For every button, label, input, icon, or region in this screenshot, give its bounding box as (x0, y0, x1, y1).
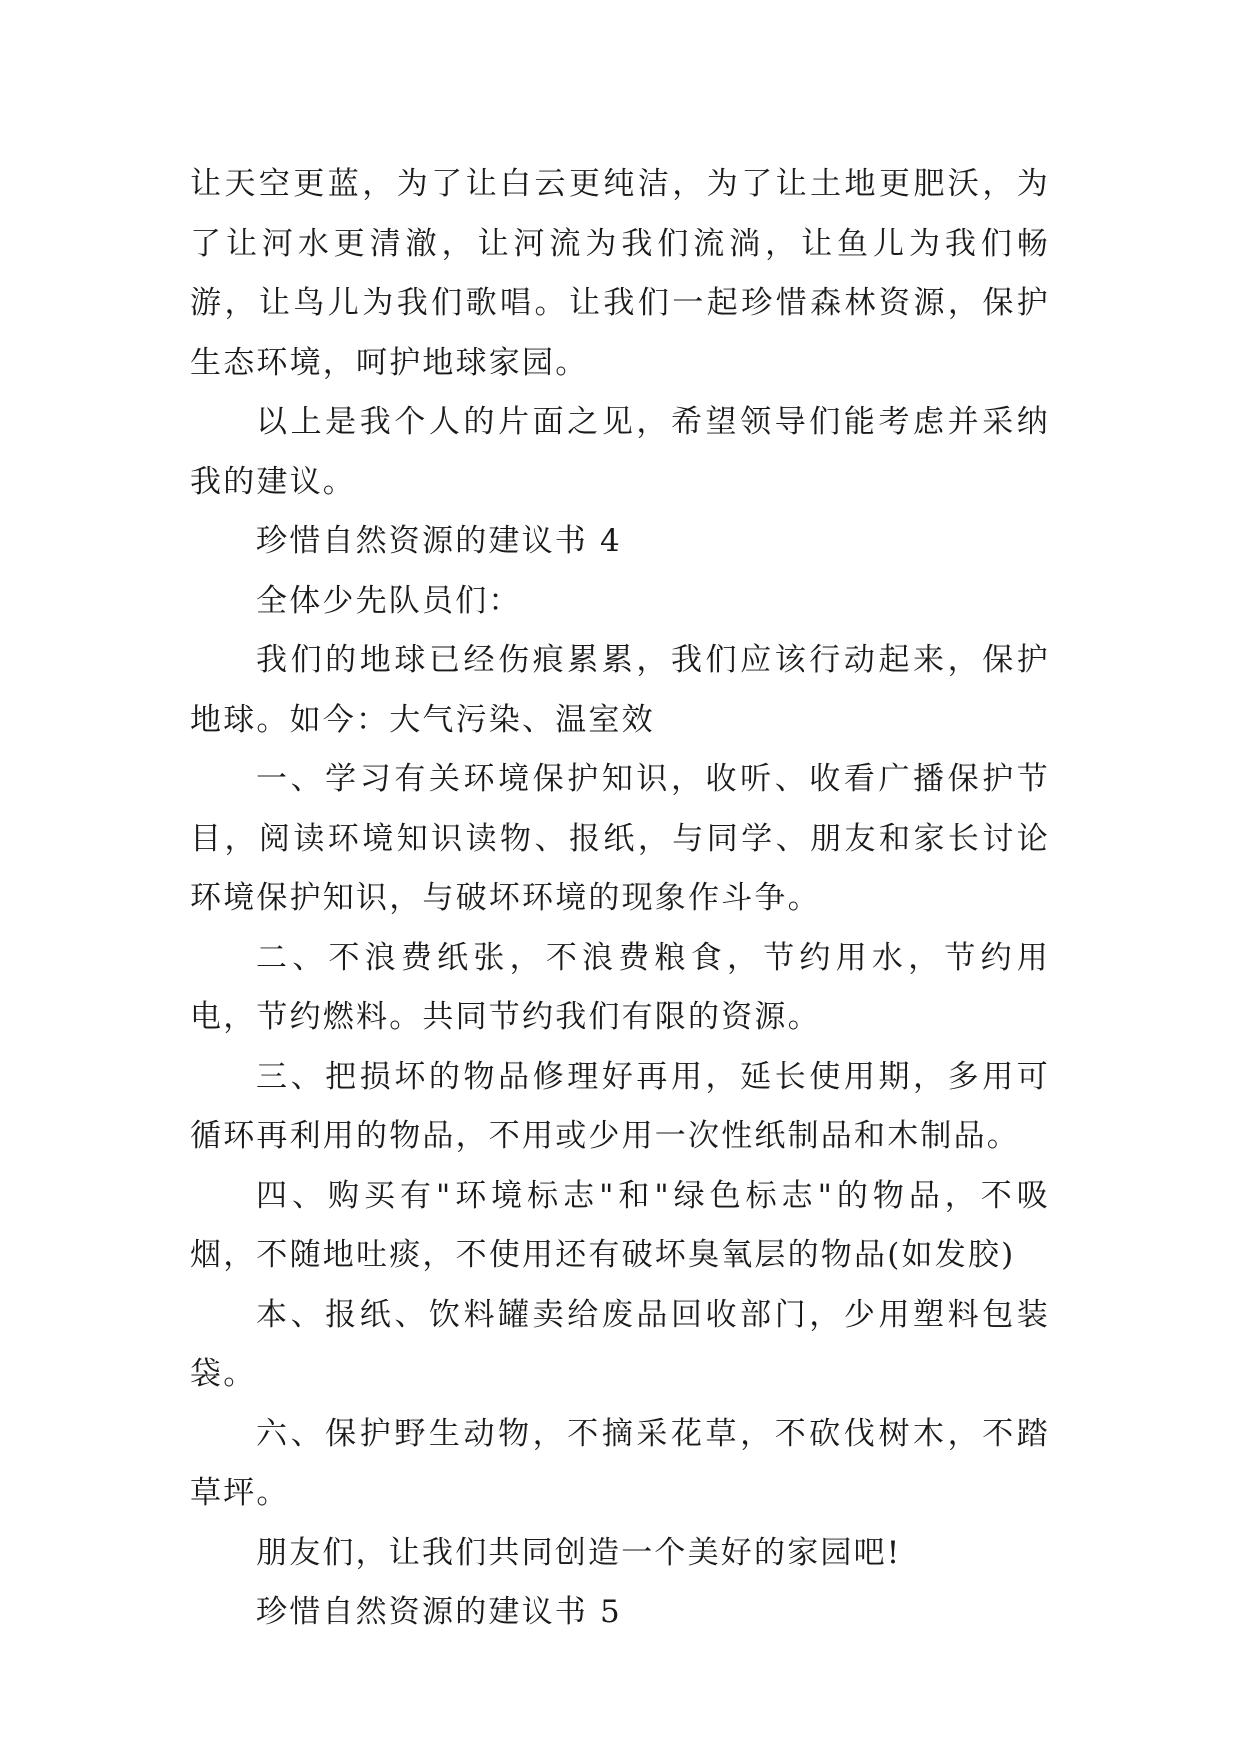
list-item-4: 四、购买有"环境标志"和"绿色标志"的物品，不吸烟，不随地吐痰，不使用还有破坏臭氧层的物品(如发胶) (190, 1177, 1050, 1273)
salutation: 全体少先队员们： (256, 582, 522, 619)
list-item-3: 三、把损坏的物品修理好再用，延长使用期，多用可循环再利用的物品，不用或少用一次性纸制品和木制品。 (190, 1058, 1050, 1154)
list-item-6: 六、保护野生动物，不摘采花草，不砍伐树木，不踏草坪。 (190, 1415, 1050, 1511)
paragraph-closing: 朋友们，让我们共同创造一个美好的家园吧! (256, 1534, 902, 1571)
paragraph-closing-remark: 以上是我个人的片面之见，希望领导们能考虑并采纳我的建议。 (190, 404, 1050, 500)
list-item-5: 本、报纸、饮料罐卖给废品回收部门，少用塑料包装袋。 (190, 1296, 1050, 1392)
document-body (190, 155, 1050, 1643)
list-item-1: 一、学习有关环境保护知识，收听、收看广播保护节目，阅读环境知识读物、报纸，与同学、朋友和家长讨论环境保护知识，与破坏环境的现象作斗争。 (190, 761, 1050, 916)
section-heading-4: 珍惜自然资源的建议书 4 (256, 523, 622, 559)
paragraph-continuation: 让天空更蓝，为了让白云更纯洁，为了让土地更肥沃，为了让河水更清澈，让河流为我们流淌，让鱼儿为我们畅游，让鸟儿为我们歌唱。让我们一起珍惜森林资源，保护生态环境，呵护地球家园。 (190, 166, 1050, 381)
paragraph-intro: 我们的地球已经伤痕累累，我们应该行动起来，保护地球。如今：大气污染、温室效 (190, 642, 1050, 738)
section-heading-5: 珍惜自然资源的建议书 5 (256, 1594, 622, 1630)
list-item-2: 二、不浪费纸张，不浪费粮食，节约用水，节约用电，节约燃料。共同节约我们有限的资源。 (190, 939, 1050, 1035)
